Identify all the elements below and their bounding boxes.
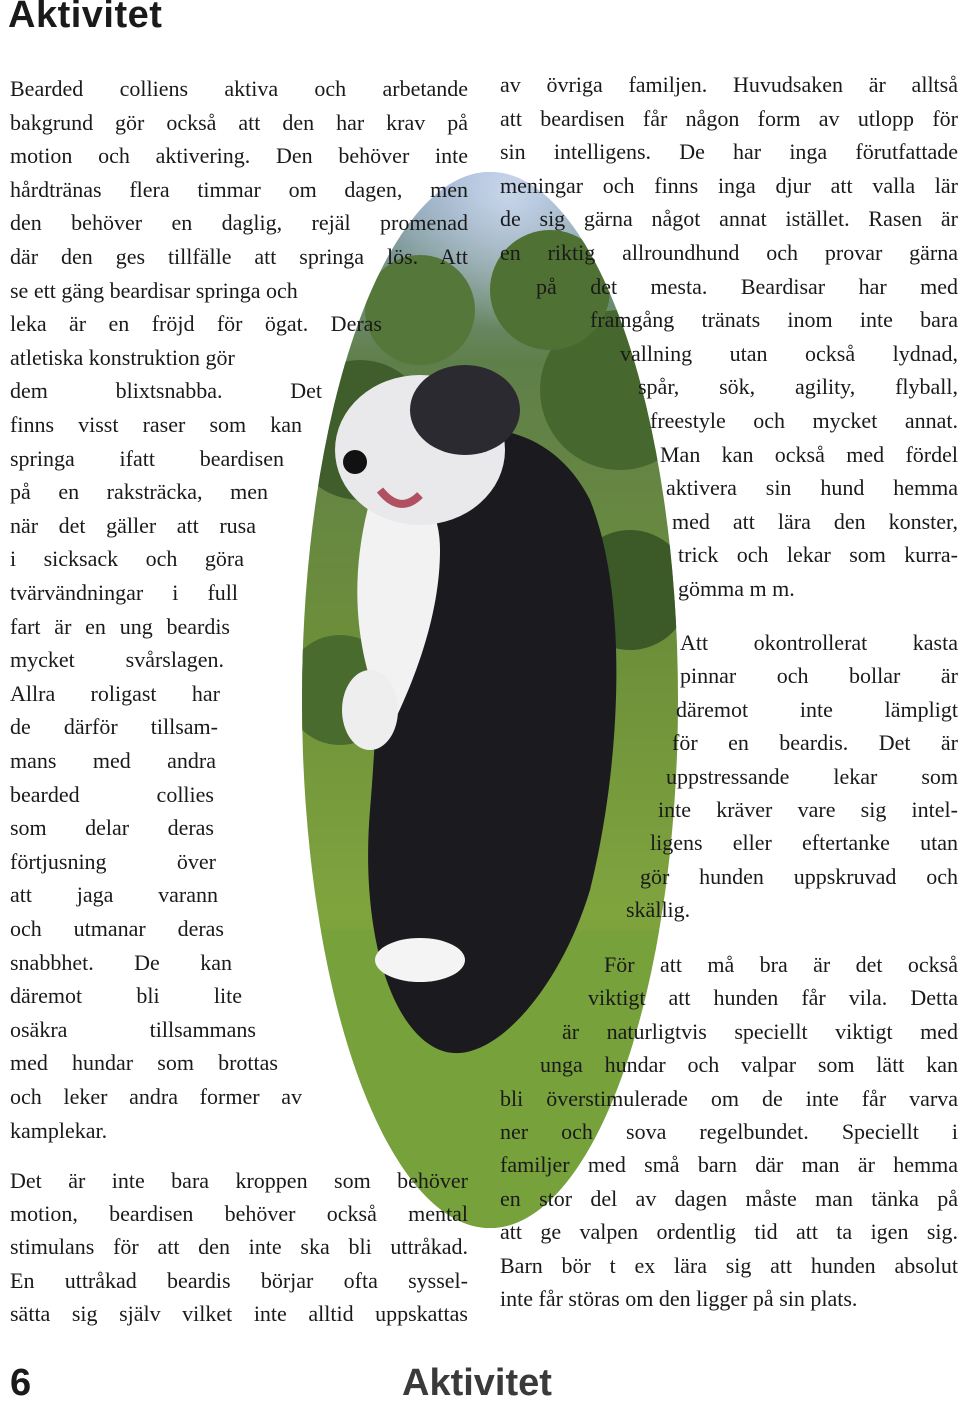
text-line: spår, sök, agility, flyball, [638, 374, 958, 400]
text-line: gömma m m. [678, 576, 795, 601]
text-line: ner och sova regelbundet. Speciellt i [500, 1119, 958, 1144]
text-line: med att lära den konster, [672, 508, 958, 534]
text-line: Allra roligast har [10, 680, 220, 706]
text-line: bakgrund gör också att den har krav på [10, 109, 468, 135]
text-line: fart är en ung beardis [10, 613, 230, 639]
text-line: och leker andra former av [10, 1084, 302, 1109]
text-line: meningar och finns inga djur att valla lär [500, 172, 958, 198]
text-line: däremot bli lite [10, 983, 242, 1009]
text-line: däremot inte lämpligt [676, 696, 958, 722]
text-line: mans med andra [10, 748, 216, 773]
text-line: vallning utan också lydnad, [620, 340, 958, 366]
text-line: pinnar och bollar är [680, 663, 958, 689]
text-line: att jaga varann [10, 882, 218, 908]
page-number: 6 [10, 1362, 32, 1404]
text-line: kamplekar. [10, 1117, 108, 1143]
text-line: familjer med små barn där man är hemma [500, 1152, 958, 1178]
text-line: dem blixtsnabba. Det [10, 378, 322, 404]
text-line: leka är en fröjd för ögat. Deras [10, 311, 382, 337]
text-line: osäkra tillsammans [10, 1016, 256, 1042]
text-line: se ett gäng beardisar springa och [10, 277, 298, 303]
text-line: En uttråkad beardis börjar ofta syssel- [10, 1267, 468, 1293]
text-line: är naturligtvis speciellt viktigt med [562, 1018, 958, 1044]
text-line: ligens eller eftertanke utan [650, 830, 958, 856]
text-line: motion och aktivering. Den behöver inte [10, 143, 468, 169]
text-line: i sicksack och göra [10, 546, 244, 572]
footer-section-title: Aktivitet [402, 1362, 552, 1404]
text-line: viktigt att hunden får vila. Detta [588, 985, 958, 1011]
text-line: de därför tillsam- [10, 714, 218, 740]
text-line: finns visst raser som kan [10, 412, 302, 437]
text-line: trick och lekar som kurra- [678, 542, 958, 568]
text-line: bearded collies [10, 781, 214, 807]
text-line: tvärvändningar i full [10, 580, 238, 605]
text-line: Det är inte bara kroppen som behöver [10, 1168, 468, 1193]
text-line: den behöver en daglig, rejäl promenad [10, 210, 468, 236]
text-line: hårdtränas flera timmar om dagen, men [10, 176, 468, 202]
text-line: inte kräver vare sig intel- [658, 797, 958, 822]
text-line: av övriga familjen. Huvudsaken är alltså [500, 72, 958, 97]
text-line: För att må bra är det också [604, 952, 958, 977]
text-line: på en raksträcka, men [10, 479, 268, 505]
text-line: gör hunden uppskruvad och [640, 863, 958, 889]
text-line: aktivera sin hund hemma [666, 475, 958, 501]
text-line: inte får störas om den ligger på sin plats. [500, 1286, 858, 1311]
text-line: för en beardis. Det är [672, 730, 958, 756]
text-line: uppstressande lekar som [666, 763, 958, 789]
text-line: stimulans för att den inte ska bli uttråkad. [10, 1234, 468, 1260]
text-line: skällig. [626, 897, 691, 923]
text-line: motion, beardisen behöver också mental [10, 1201, 468, 1227]
page-title: Aktivitet [8, 0, 163, 36]
text-line: sin intelligens. De har inga förutfattade [500, 139, 958, 165]
text-line: och utmanar deras [10, 916, 224, 941]
text-line: Man kan också med fördel [660, 441, 958, 467]
text-line: att ge valpen ordentlig tid att ta igen sig. [500, 1219, 958, 1245]
text-line: som delar deras [10, 815, 214, 841]
text-line: Bearded colliens aktiva och arbetande [10, 76, 468, 101]
text-line: att beardisen får någon form av utlopp för [500, 105, 958, 131]
text-line: snabbhet. De kan [10, 949, 232, 975]
text-line: med hundar som brottas [10, 1050, 278, 1076]
text-line: framgång tränats inom inte bara [590, 307, 958, 333]
text-line: på det mesta. Beardisar har med [536, 273, 958, 299]
text-line: mycket svårslagen. [10, 647, 224, 673]
text-line: bli överstimulerade om de inte får varva [500, 1085, 958, 1111]
text-line: unga hundar och valpar som lätt kan [540, 1052, 958, 1078]
text-line: en stor del av dagen måste man tänka på [500, 1185, 958, 1211]
text-line: en riktig allroundhund och provar gärna [500, 240, 958, 265]
text-line: när det gäller att rusa [10, 512, 256, 538]
text-line: förtjusning över [10, 848, 216, 874]
text-line: freestyle och mycket annat. [650, 408, 958, 433]
text-line: sätta sig själv vilket inte alltid uppskattas [10, 1300, 468, 1326]
text-line: där den ges tillfälle att springa lös. Att [10, 244, 468, 269]
text-line: Barn bör t ex lära sig att hunden absolut [500, 1252, 958, 1278]
text-line: de sig gärna något annat istället. Rasen är [500, 206, 958, 232]
text-line: Att okontrollerat kasta [680, 630, 958, 655]
text-line: atletiska konstruktion gör [10, 344, 235, 370]
text-line: springa ifatt beardisen [10, 445, 284, 471]
